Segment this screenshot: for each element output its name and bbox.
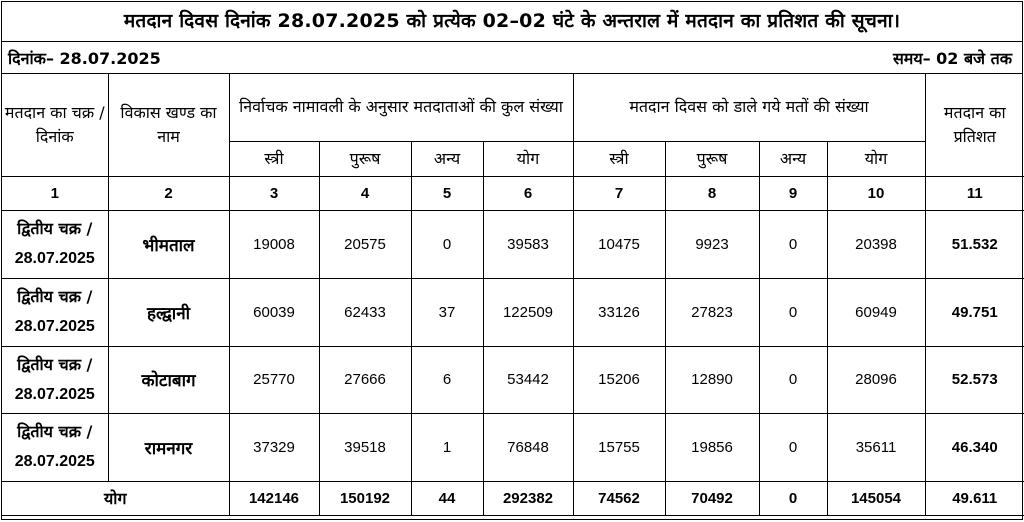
column-number: 10 (827, 176, 925, 210)
column-number: 5 (411, 176, 483, 210)
date-text: 28.07.2025 (14, 453, 95, 470)
date-label: दिनांक– 28.07.2025 (8, 48, 161, 68)
phase-date-cell (2, 346, 108, 413)
turnout-percentage: 49.751 (925, 278, 1024, 346)
total-turnout-percentage: 49.611 (925, 481, 1024, 515)
electors-total: 76848 (483, 413, 573, 481)
total-votes-sum: 145054 (827, 481, 925, 515)
electors-female: 19008 (229, 210, 319, 278)
votes-total: 60949 (827, 278, 925, 346)
header-electors-male: पुरूष (319, 141, 411, 176)
turnout-percentage: 51.532 (925, 210, 1024, 278)
header-electors-total: निर्वाचक नामावली के अनुसार मतदाताओं की कुल संख्या (229, 74, 573, 141)
votes-total: 35611 (827, 413, 925, 481)
column-number: 4 (319, 176, 411, 210)
table-row (2, 278, 1024, 346)
electors-other: 6 (411, 346, 483, 413)
total-votes-other: 0 (759, 481, 827, 515)
votes-male: 27823 (665, 278, 759, 346)
header-percentage: मतदान का प्रतिशत (925, 74, 1024, 176)
votes-male: 12890 (665, 346, 759, 413)
electors-female: 37329 (229, 413, 319, 481)
electors-female: 25770 (229, 346, 319, 413)
total-electors-sum: 292382 (483, 481, 573, 515)
column-number: 7 (573, 176, 665, 210)
votes-male: 19856 (665, 413, 759, 481)
total-electors-male: 150192 (319, 481, 411, 515)
date-text: 28.07.2025 (14, 250, 95, 267)
column-number: 9 (759, 176, 827, 210)
electors-total: 39583 (483, 210, 573, 278)
votes-other: 0 (759, 413, 827, 481)
column-number: 2 (108, 176, 229, 210)
column-number: 3 (229, 176, 319, 210)
totals-row (2, 481, 1024, 515)
electors-other: 0 (411, 210, 483, 278)
totals-label: योग (2, 481, 229, 515)
phase-date-cell (2, 210, 108, 278)
header-electors-female: स्त्री (229, 141, 319, 176)
column-number: 6 (483, 176, 573, 210)
block-name: रामनगर (108, 413, 229, 481)
meta-bar (2, 42, 1022, 74)
phase-text: द्वितीय चक्र / (17, 422, 93, 441)
date-text: 28.07.2025 (14, 385, 95, 403)
column-number: 11 (925, 176, 1024, 210)
header-votes-other: अन्य (759, 141, 827, 176)
votes-other: 0 (759, 278, 827, 346)
column-number-row (2, 176, 1024, 210)
electors-male: 62433 (319, 278, 411, 346)
votes-male: 9923 (665, 210, 759, 278)
column-number: 1 (2, 176, 108, 210)
turnout-percentage: 46.340 (925, 413, 1024, 481)
header-votes-cast: मतदान दिवस को डाले गये मतों की संख्या (573, 74, 925, 141)
votes-total: 28096 (827, 346, 925, 413)
votes-other: 0 (759, 210, 827, 278)
header-phase-date: मतदान का चक्र / दिनांक (2, 74, 108, 176)
votes-other: 0 (759, 346, 827, 413)
total-votes-male: 70492 (665, 481, 759, 515)
voting-table (2, 74, 1024, 516)
column-number: 8 (665, 176, 759, 210)
header-votes-female: स्त्री (573, 141, 665, 176)
total-electors-female: 142146 (229, 481, 319, 515)
date-text: 28.07.2025 (14, 318, 95, 335)
electors-male: 20575 (319, 210, 411, 278)
electors-other: 1 (411, 413, 483, 481)
votes-female: 15755 (573, 413, 665, 481)
report-title: मतदान दिवस दिनांक 28.07.2025 को प्रत्येक 02–02 घंटे के अन्तराल में मतदान का प्रतिशत की सूचना। (2, 2, 1022, 42)
votes-female: 15206 (573, 346, 665, 413)
votes-female: 33126 (573, 278, 665, 346)
header-votes-sum: योग (827, 141, 925, 176)
votes-total: 20398 (827, 210, 925, 278)
electors-total: 122509 (483, 278, 573, 346)
phase-date-cell (2, 413, 108, 481)
table-row (2, 210, 1024, 278)
phase-date-cell (2, 278, 108, 346)
total-votes-female: 74562 (573, 481, 665, 515)
phase-text: द्वितीय चक्र / (17, 287, 93, 306)
header-block-name: विकास खण्ड का नाम (108, 74, 229, 176)
total-electors-other: 44 (411, 481, 483, 515)
electors-male: 27666 (319, 346, 411, 413)
electors-female: 60039 (229, 278, 319, 346)
electors-male: 39518 (319, 413, 411, 481)
electors-total: 53442 (483, 346, 573, 413)
phase-text: द्वितीय चक्र / (17, 354, 93, 374)
time-label: समय– 02 बजे तक (892, 48, 1012, 68)
turnout-percentage: 52.573 (925, 346, 1024, 413)
votes-female: 10475 (573, 210, 665, 278)
phase-text: द्वितीय चक्र / (17, 219, 93, 238)
table-row (2, 413, 1024, 481)
header-electors-sum: योग (483, 141, 573, 176)
header-votes-male: पुरूष (665, 141, 759, 176)
block-name: भीमताल (108, 210, 229, 278)
block-name: कोटाबाग (108, 346, 229, 413)
table-row (2, 346, 1024, 413)
electors-other: 37 (411, 278, 483, 346)
header-electors-other: अन्य (411, 141, 483, 176)
report-sheet (1, 1, 1023, 520)
block-name: हल्द्वानी (108, 278, 229, 346)
